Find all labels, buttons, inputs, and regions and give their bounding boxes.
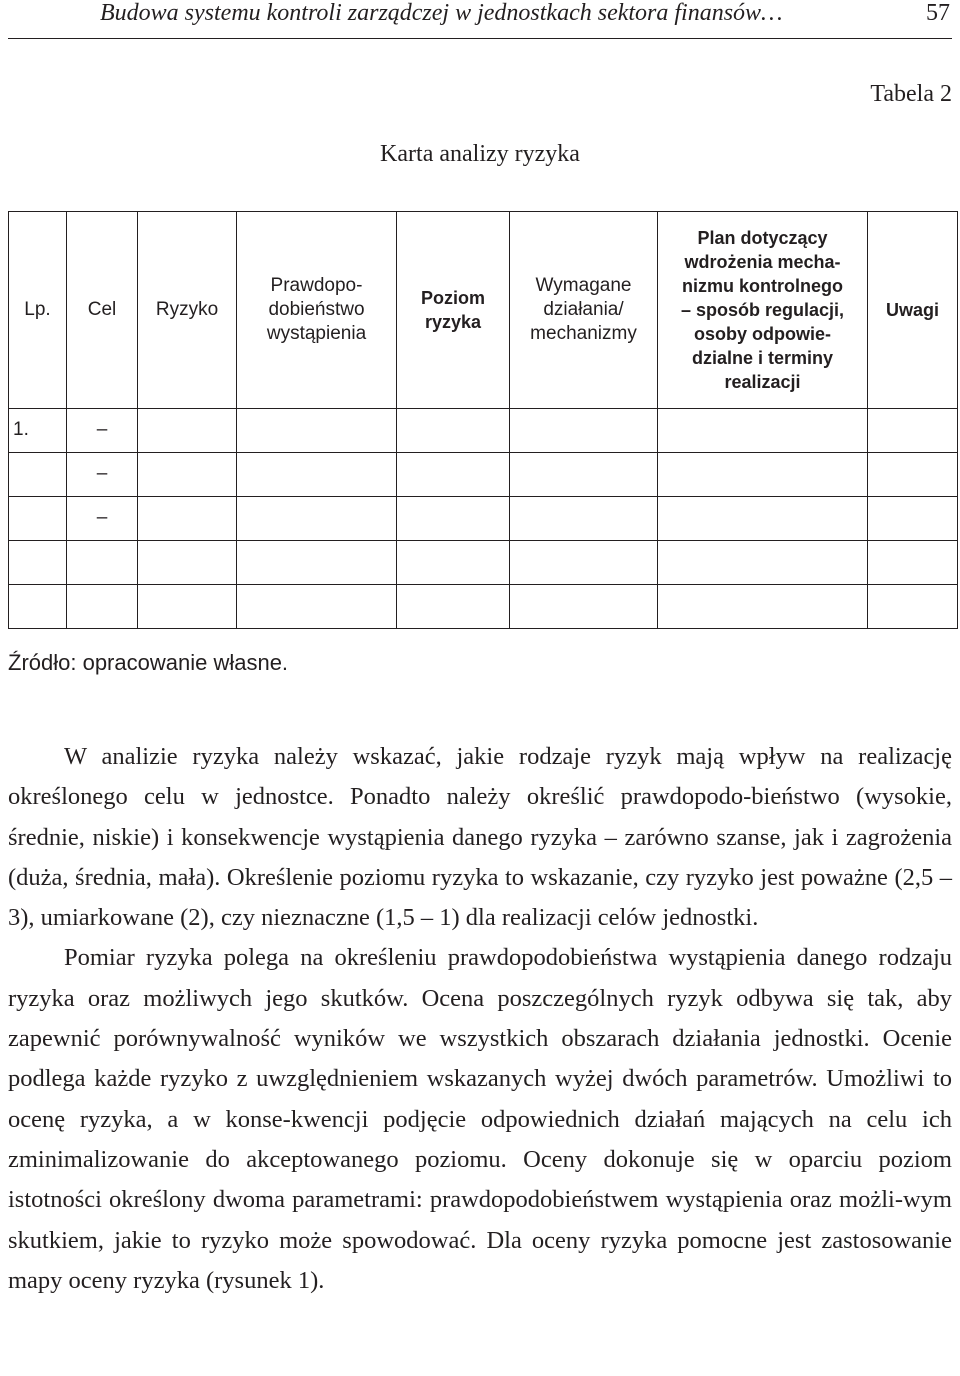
- cell-lp: [9, 541, 67, 585]
- cell-lp: [9, 497, 67, 541]
- cell-cel: [67, 541, 138, 585]
- cell-plan: [658, 541, 868, 585]
- cell-actions: [510, 541, 658, 585]
- table-row: [9, 497, 958, 541]
- table-row: [9, 541, 958, 585]
- column-header-risk-level: Poziom ryzyka: [397, 212, 510, 409]
- table-row: [9, 453, 958, 497]
- cell-ryzyko: [138, 497, 237, 541]
- cell-probability: [237, 497, 397, 541]
- cell-probability: [237, 409, 397, 453]
- column-header-ryzyko: Ryzyko: [138, 212, 237, 409]
- cell-risk-level: [397, 409, 510, 453]
- cell-cel: –: [67, 409, 138, 453]
- cell-probability: [237, 453, 397, 497]
- cell-actions: [510, 585, 658, 629]
- column-header-remarks: Uwagi: [868, 212, 958, 409]
- cell-remarks: [868, 409, 958, 453]
- cell-remarks: [868, 497, 958, 541]
- table-header-row: [9, 212, 958, 409]
- cell-actions: [510, 409, 658, 453]
- cell-risk-level: [397, 585, 510, 629]
- table-row: [9, 409, 958, 453]
- risk-analysis-table: [8, 211, 958, 629]
- cell-cel: –: [67, 497, 138, 541]
- table-number: Tabela 2: [870, 81, 952, 107]
- cell-ryzyko: [138, 409, 237, 453]
- cell-lp: [9, 585, 67, 629]
- column-header-control-plan: Plan dotyczący wdrożenia mecha-nizmu kontrolnego – sposób regulacji, osoby odpowie-dzialne i terminy realizacji: [658, 212, 868, 409]
- cell-ryzyko: [138, 541, 237, 585]
- body-text: [8, 737, 952, 1301]
- cell-lp: 1.: [9, 409, 67, 453]
- cell-cel: –: [67, 453, 138, 497]
- cell-cel: [67, 585, 138, 629]
- cell-remarks: [868, 541, 958, 585]
- running-title: Budowa systemu kontroli zarządczej w jednostkach sektora finansów…: [100, 0, 783, 26]
- cell-risk-level: [397, 497, 510, 541]
- cell-actions: [510, 453, 658, 497]
- cell-ryzyko: [138, 453, 237, 497]
- page-number: 57: [926, 0, 950, 26]
- cell-probability: [237, 541, 397, 585]
- paragraph: W analizie ryzyka należy wskazać, jakie rodzaje ryzyk mają wpływ na realizację określonego celu w jednostce. Ponadto należy określić prawdopodo-bieństwo (wysokie, średnie, niskie) i konsekwencje wystąpienia danego ryzyka – zarówno szanse, jak i zagrożenia (duża, średnia, mała). Określenie poziomu ryzyka to wskazanie, czy ryzyko jest poważne (2,5 – 3), umiarkowane (2), czy nieznaczne (1,5 – 1) dla realizacji celów jednostki.: [8, 743, 952, 932]
- table-row: [9, 585, 958, 629]
- cell-ryzyko: [138, 585, 237, 629]
- table-source-note: Źródło: opracowanie własne.: [8, 650, 289, 675]
- cell-remarks: [868, 585, 958, 629]
- column-header-lp: Lp.: [9, 212, 67, 409]
- cell-risk-level: [397, 453, 510, 497]
- cell-remarks: [868, 453, 958, 497]
- table-title: Karta analizy ryzyka: [380, 141, 580, 167]
- column-header-probability: Prawdopo-dobieństwo wystąpienia: [237, 212, 397, 409]
- cell-plan: [658, 585, 868, 629]
- paragraph: Pomiar ryzyka polega na określeniu prawdopodobieństwa wystąpienia danego rodzaju ryzyka oraz możliwych jego skutków. Ocena poszczególnych ryzyk odbywa się tak, aby zapewnić porównywalność wyników we wszystkich obszarach działania jednostki. Ocenie podlega każde ryzyko z uwzględnieniem wskazanych wyżej dwóch parametrów. Umożliwi to ocenę ryzyka, a w konse-kwencji podjęcie odpowiednich działań mających na celu ich zminimalizowanie do akceptowanego poziomu. Oceny dokonuje się w oparciu poziom istotności określony dwoma parametrami: prawdopodobieństwem wystąpienia oraz możli-wym skutkiem, jakie to ryzyko może spowodować. Dla oceny ryzyka pomocne jest zastosowanie mapy oceny ryzyka (rysunek 1).: [8, 944, 952, 1294]
- cell-probability: [237, 585, 397, 629]
- cell-actions: [510, 497, 658, 541]
- cell-risk-level: [397, 541, 510, 585]
- cell-lp: [9, 453, 67, 497]
- cell-plan: [658, 409, 868, 453]
- cell-plan: [658, 453, 868, 497]
- running-header: [8, 0, 952, 39]
- column-header-cel: Cel: [67, 212, 138, 409]
- cell-plan: [658, 497, 868, 541]
- column-header-required-actions: Wymagane działania/ mechanizmy: [510, 212, 658, 409]
